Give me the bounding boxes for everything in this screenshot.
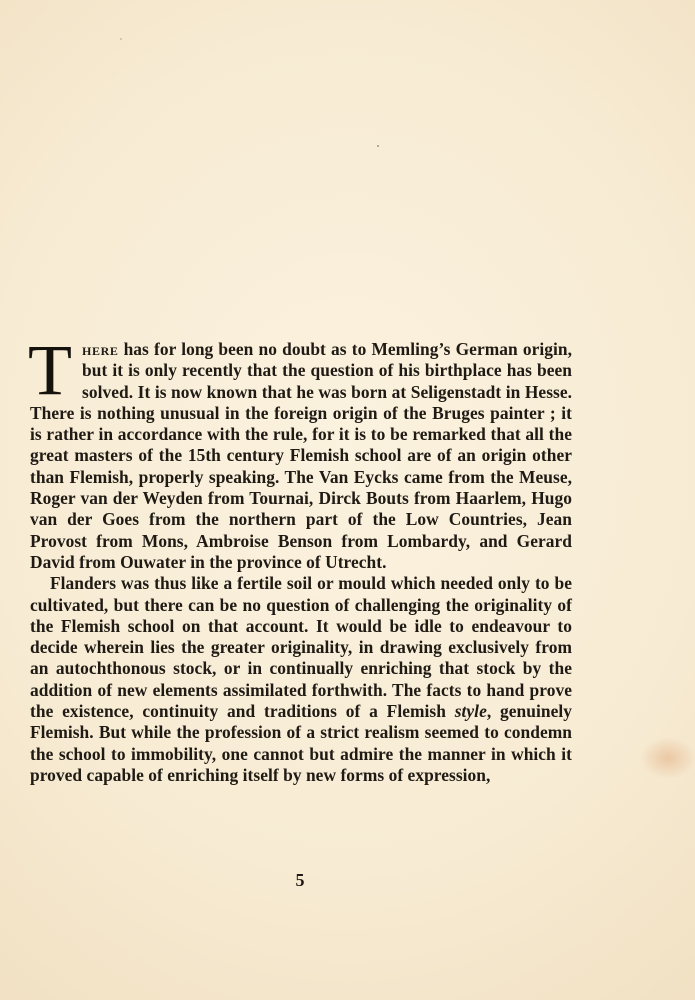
drop-cap-initial: T bbox=[28, 330, 73, 410]
paragraph-1-text: has for long been no doubt as to Memling’s German origin, but it is only recently that the question of his birthplace has been solved. It is now known that he was born at Seligenstadt in Hesse. There is nothing unusual in the foreign origin of the Bruges painter ; it is rather in accordance with the rule, for it is to be remarked that all the great masters of the 15th century Flemish school are of an origin other than Flemish, properly speaking. The Van Eycks came from the Meuse, Roger van der Weyden from Tournai, Dirck Bouts from Haarlem, Hugo van der Goes from the northern part of the Low Countries, Jean Provost from Mons, Ambroise Benson from Lombardy, and Gerard David from Ouwater in the province of Utrecht. bbox=[30, 339, 572, 572]
paragraph-2 bbox=[30, 573, 572, 786]
paper-speck bbox=[377, 145, 379, 147]
paragraph-1 bbox=[28, 330, 572, 573]
lead-word: here bbox=[82, 339, 119, 359]
paragraph-2-text-b: , genuinely Flemish. But while the profession of a strict realism seemed to condemn the school to immobility, one cannot but admire the manner in which it proved capable of enriching itself by new forms of expression, bbox=[30, 701, 572, 785]
italic-word: style bbox=[454, 701, 487, 722]
body-text bbox=[28, 330, 572, 786]
paper-speck bbox=[120, 38, 122, 40]
paragraph-2-text-a: Flanders was thus like a fertile soil or mould which needed only to be cultivated, but there can be no question of challenging the originality of the Flemish school on that account. It would be idle to endeavour to decide wherein lies the greater originality, in drawing exclusively from an autochthonous stock, or in continually enriching that stock by the addition of new elements assimilated forthwith. The facts to hand prove the existence, continuity and traditions of a Flemish bbox=[30, 573, 572, 722]
page-number: 5 bbox=[295, 870, 305, 890]
